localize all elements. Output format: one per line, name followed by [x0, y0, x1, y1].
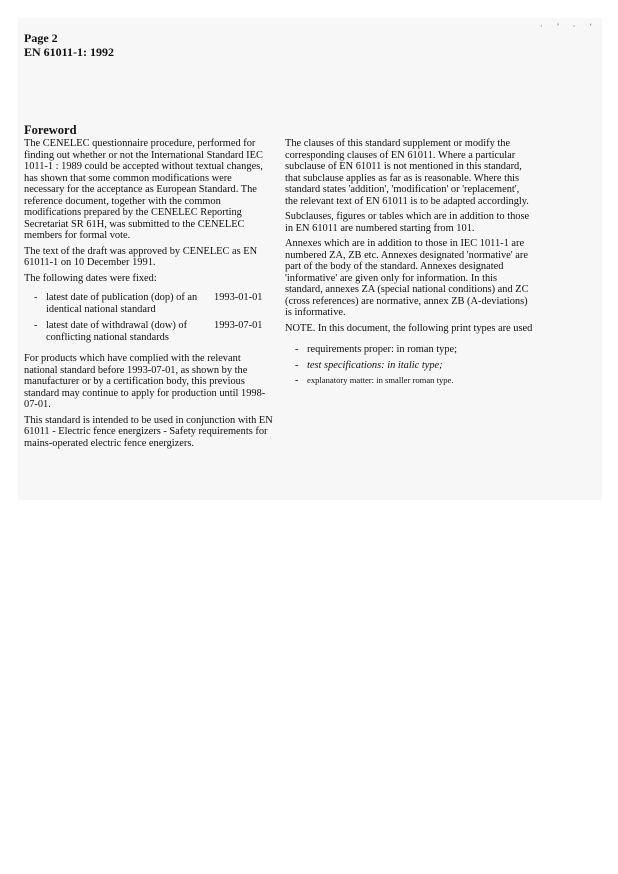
right-column: [285, 138, 533, 391]
print-type-roman: requirements proper: in roman type;: [307, 344, 458, 355]
page-header: [24, 31, 114, 59]
list-dash: -: [295, 344, 299, 355]
list-dash: -: [34, 320, 38, 331]
paragraph: The CENELEC questionnaire procedure, performed for finding out whether or not the International Standard IEC 1011-1 : 1989 could be accepted without textual changes, has shown that some common modifications were necessary for the acceptance as European Standard. The reference document, together with the common modifications prepared by the CENELEC Reporting Secretariat SR 61H, was submitted to the CENELEC members for formal vote.: [24, 138, 263, 241]
dates-list: [24, 292, 274, 343]
paragraph: Subclauses, figures or tables which are in addition to those in EN 61011 are numbered starting from 101.: [285, 211, 530, 234]
left-column: [24, 138, 274, 453]
standard-id: EN 61011-1: 1992: [24, 45, 114, 59]
list-item: [285, 360, 533, 372]
page-number: Page 2: [24, 31, 58, 45]
list-item: [24, 292, 274, 315]
list-dash: -: [34, 292, 38, 303]
scan-specks: · ’ · ‘: [540, 22, 599, 31]
paragraph: For products which have complied with the relevant national standard before 1993-07-01, as shown by the manufacturer or by a certification body, this previous standard may continue to apply for production until 1998-07-01.: [24, 353, 266, 410]
print-type-italic: test specifications: in italic type;: [307, 359, 443, 371]
paragraph: The following dates were fixed:: [24, 272, 157, 284]
date-description: latest date of withdrawal (dow) of conflicting national standards: [46, 320, 188, 343]
list-dash: -: [295, 375, 299, 386]
paragraph: The clauses of this standard supplement or modify the corresponding clauses of EN 61011. Where a particular subclause of EN 61011 is not mentioned in this standard, that subclause applies as far as is reasonable. Where this standard states 'addition', 'modification' or 'replacement', the relevant text of EN 61011 is to be adapted accordingly.: [285, 138, 529, 207]
date-description: latest date of publication (dop) of an identical national standard: [46, 292, 198, 315]
paragraph: NOTE. In this document, the following print types are used: [285, 322, 533, 334]
list-item: [24, 320, 274, 343]
paragraph: The text of the draft was approved by CENELEC as EN 61011-1 on 10 December 1991.: [24, 245, 258, 268]
print-types-list: [285, 344, 533, 387]
date-value: 1993-01-01: [214, 292, 263, 303]
list-dash: -: [295, 359, 299, 371]
paragraph: Annexes which are in addition to those in IEC 1011-1 are numbered ZA, ZB etc. Annexes designated 'normative' are part of the body of the standard. Annexes designated 'informative' are given only for information. In this standard, annexes ZA (special national conditions) and ZC (cross references) are normative, annex ZB (A-deviations) is informative.: [285, 238, 529, 318]
print-type-small: explanatory matter: in smaller roman type.: [307, 375, 454, 385]
list-item: [285, 375, 533, 387]
date-value: 1993-07-01: [214, 320, 263, 331]
list-item: [285, 344, 533, 356]
foreword-title: Foreword: [24, 123, 77, 137]
paragraph: This standard is intended to be used in conjunction with EN 61011 - Electric fence energizers - Safety requirements for mains-operated electric fence energizers.: [24, 414, 273, 449]
